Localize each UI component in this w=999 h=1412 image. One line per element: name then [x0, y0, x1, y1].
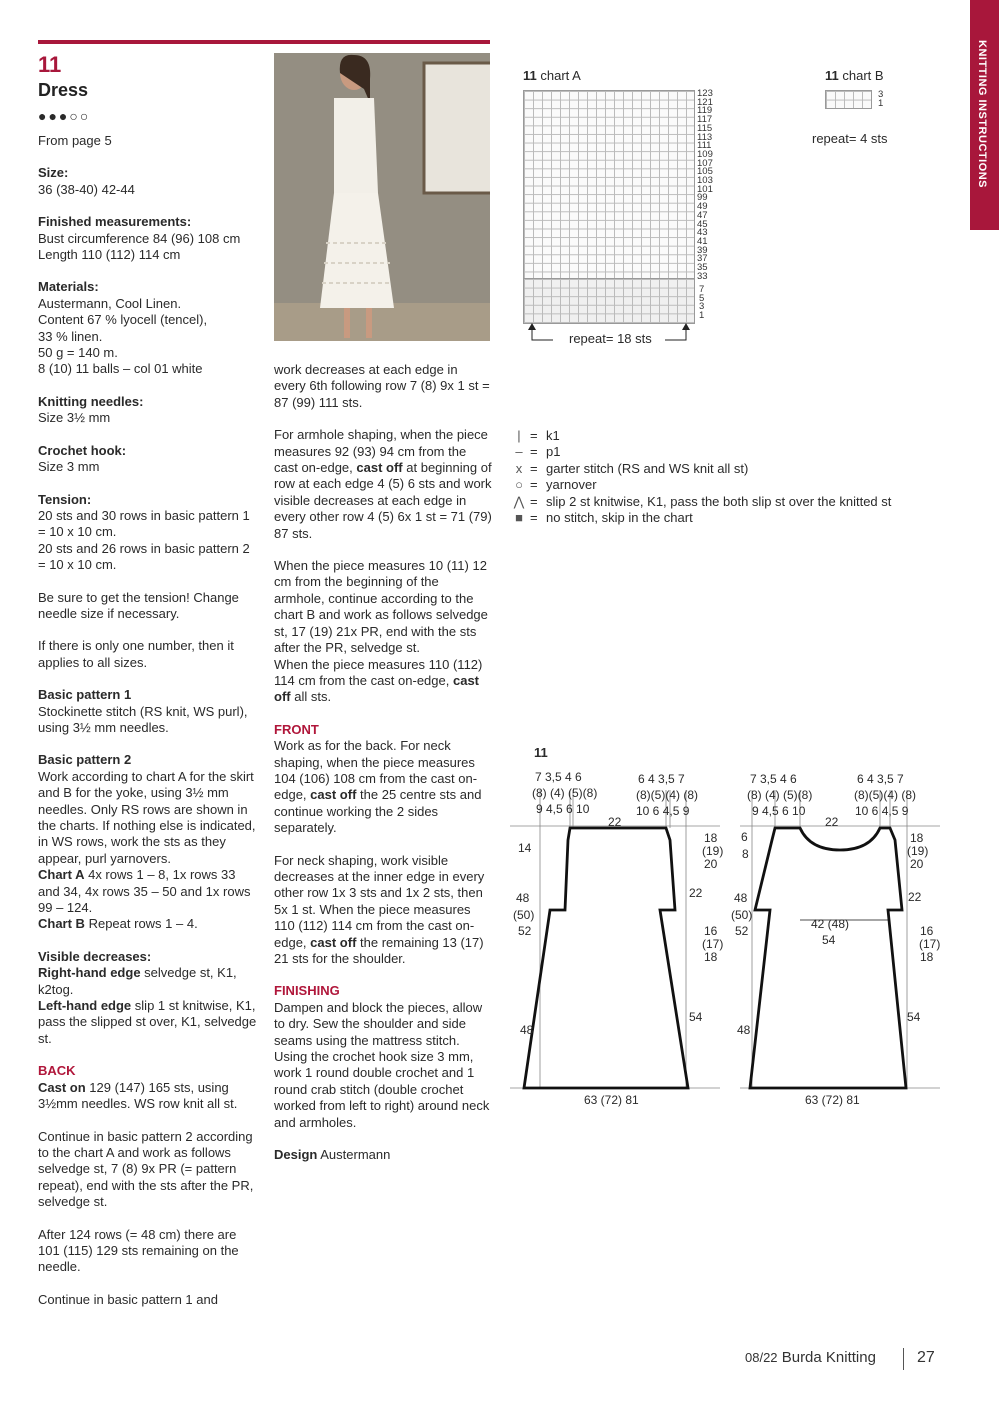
chart-row-number: 5	[699, 292, 705, 304]
front-heading: FRONT	[274, 721, 319, 737]
legend-symbol: –	[515, 444, 523, 460]
needles-value: Size 3½ mm	[38, 410, 111, 426]
schematic-label: (8)(5)(4) (8)	[854, 788, 916, 802]
chart-row-number: 7	[699, 284, 705, 295]
footer	[745, 1349, 876, 1366]
schematic-label: (50)	[513, 908, 535, 922]
chart-row-number: 49	[697, 201, 708, 213]
chart-row-number: 101	[697, 183, 713, 195]
schematic-label: (8) (4) (5)(8)	[532, 786, 598, 800]
hook-label: Crochet hook:	[38, 442, 127, 458]
materials-line: Austermann, Cool Linen.	[38, 295, 182, 311]
chart-row-number: 1	[699, 310, 705, 322]
schematic-number: 11	[534, 745, 548, 760]
cast-off-text: all sts.	[294, 689, 332, 705]
caston-text: 129 (147) 165 sts, using 3½mm needles. WS row knit all st.	[38, 1079, 238, 1112]
chart-row-number: 35	[697, 262, 708, 274]
schematic-label: 22	[908, 890, 922, 904]
schematic-label: (8) (4) (5)(8)	[747, 788, 813, 802]
cast-off-term: cast off	[356, 460, 403, 476]
rh-label: Right-hand edge	[38, 965, 141, 981]
from-page: From page 5	[38, 133, 112, 148]
section-tab	[970, 0, 999, 230]
schematic-label: 22	[825, 815, 839, 829]
chart-row-number: 105	[697, 166, 713, 178]
finished-label: Finished measurements:	[38, 214, 192, 230]
lh-text: slip 1 st knitwise, K1, pass the slipped st over, K1, selvedge st.	[38, 998, 257, 1046]
chart-b-title	[825, 68, 884, 83]
neck-text: For neck shaping, work visible decreases at the inner edge in every other row 1x 3 sts and 1x 2 sts, then 5x 1 st. When the piece measures 110 (112) 114 cm from the cast on-edge,	[274, 852, 485, 950]
schematic-label: 20	[704, 857, 718, 871]
schematic-label: 48	[737, 1023, 751, 1037]
schematic-label: (17)	[702, 937, 724, 951]
legend-symbol: ■	[515, 510, 523, 526]
schematic-label: (8)(5)(4) (8)	[636, 788, 698, 802]
schematic-label: 52	[518, 924, 532, 938]
chart-row-number: 1	[878, 97, 884, 109]
header-rule	[38, 40, 490, 44]
page-number: 27	[917, 1349, 935, 1366]
chart-b-instruction: When the piece measures 10 (11) 12 cm from the beginning of the armhole, continue according to the chart B and work as follows selvedge st, 17 (19) 21x PR, end with the sts after the PR, selvedge st.	[274, 558, 488, 656]
schematic-label: 20	[910, 857, 924, 871]
schematic-label: (17)	[919, 937, 941, 951]
schematic-label: 9 4,5 6 10	[536, 802, 590, 816]
chart-a-text: 4x rows 1 – 8, 1x rows 33 and 34, 4x rows 35 – 50 and 1x rows 99 – 124.	[38, 867, 251, 916]
tension-line: 20 sts and 30 rows in basic pattern 1 = 10 x 10 cm.	[38, 507, 250, 540]
chart-row-number: 47	[697, 209, 708, 221]
back-text: After 124 rows (= 48 cm) there are 101 (115) 129 sts remaining on the needle.	[38, 1226, 239, 1275]
materials-line: 50 g = 140 m.	[38, 345, 118, 361]
legend-equals: =	[530, 428, 538, 443]
armhole-text: at beginning of row at each edge 4 (5) 6 sts and work visible decreases at each edge in every other row 4 (5) 6x 1 st = 71 (79) 87 sts.	[274, 460, 492, 541]
tension-line: 20 sts and 26 rows in basic pattern 2 = 10 x 10 cm.	[38, 540, 250, 573]
back-text: work decreases at each edge in every 6th following row 7 (8) 9x 1 st = 87 (99) 111 sts.	[274, 362, 490, 410]
schematic-drawing	[510, 770, 970, 1110]
difficulty-rating: ●●●○○	[38, 108, 91, 124]
chart-a-label: Chart A	[38, 867, 85, 883]
bp2-label: Basic pattern 2	[38, 752, 132, 768]
finishing-heading: FINISHING	[274, 983, 340, 999]
schematic-label: 16	[920, 924, 934, 938]
designer: Austermann	[320, 1147, 391, 1163]
finished-length: Length 110 (112) 114 cm	[38, 247, 181, 263]
schematic-label: (50)	[731, 908, 753, 922]
cast-off-term: cast off	[310, 787, 357, 803]
chart-row-number: 107	[697, 157, 713, 169]
magazine-name: Burda Knitting	[781, 1349, 876, 1366]
legend-equals: =	[530, 444, 538, 460]
chart-row-number: 41	[697, 235, 708, 247]
legend-text: slip 2 st knitwise, K1, pass the both slip st over the knitted st	[546, 493, 892, 509]
tension-note: Be sure to get the tension! Change needle size if necessary.	[38, 589, 239, 621]
legend-text: garter stitch (RS and WS knit all st)	[546, 460, 749, 476]
legend-item	[508, 494, 891, 510]
chart-row-number: 109	[697, 148, 713, 160]
schematic-label: 48	[734, 891, 748, 905]
armhole-text: For armhole shaping, when the piece measures 92 (93) 94 cm from the cast on-edge,	[274, 427, 488, 476]
chart-row-number: 37	[697, 253, 708, 265]
chart-a-row-numbers	[697, 90, 713, 281]
back-text: Continue in basic pattern 1 and	[38, 1291, 218, 1307]
legend-item	[508, 444, 891, 460]
chart-b-label: Chart B	[38, 916, 85, 932]
sizes-note: If there is only one number, then it applies to all sizes.	[38, 638, 234, 670]
dress-photo	[274, 53, 490, 341]
schematic-label: 9 4,5 6 10	[752, 804, 806, 818]
legend-text: p1	[546, 444, 561, 460]
cast-off-term: cast off	[274, 672, 480, 705]
design-label: Design	[274, 1147, 318, 1163]
chart-row-number: 123	[697, 88, 713, 99]
schematic-label: 48	[520, 1023, 534, 1037]
lh-label: Left-hand edge	[38, 998, 132, 1014]
legend-text: yarnover	[546, 477, 597, 493]
materials-line: 8 (10) 11 balls – col 01 white	[38, 361, 203, 377]
schematic-label: 22	[608, 815, 622, 829]
bp2-text: Work according to chart A for the skirt and B for the yoke, using 3½ mm needles. Only RS rows are shown in the charts. If nothing else is indicated, in WS rows, work the sts as they appear, purl yarnovers.	[38, 768, 256, 866]
schematic-label: 54	[689, 1010, 703, 1024]
pattern-number: 11	[38, 52, 62, 77]
schematic-label: 42 (48)	[811, 917, 850, 931]
chart-legend	[508, 428, 891, 526]
needles-label: Knitting needles:	[38, 393, 144, 409]
schematic-label: 6	[741, 830, 748, 844]
chart-row-number: 3	[878, 89, 884, 100]
finishing-text: Dampen and block the pieces, allow to dry. Sew the shoulder and side seams using the mattress stitch. Using the crochet hook size 3 mm, work 1 round double crochet and 1 round crab stitch (double crochet worked from left to right) around neck and armholes.	[274, 999, 490, 1130]
schematic-label: 7 3,5 4 6	[750, 772, 797, 786]
chart-b-grid	[825, 90, 872, 109]
schematic-label: 8	[742, 847, 749, 861]
schematic-label: 10 6 4,5 9	[636, 804, 690, 818]
schematic-label: 54	[907, 1010, 921, 1024]
cast-off-term: cast off	[310, 934, 357, 950]
footer-divider	[903, 1348, 904, 1370]
chart-a-title	[523, 68, 581, 83]
materials-line: Content 67 % lyocell (tencel),	[38, 312, 208, 328]
chart-row-number: 3	[699, 301, 705, 313]
vd-label: Visible decreases:	[38, 948, 152, 964]
legend-item	[508, 461, 891, 477]
chart-row-number: 115	[697, 122, 713, 134]
schematic-label: 14	[518, 841, 532, 855]
chart-row-number: 113	[697, 131, 713, 143]
issue-date: 08/22	[745, 1350, 778, 1365]
chart-row-number: 121	[697, 96, 713, 108]
schematic-label: 18	[920, 950, 934, 964]
schematic-label: 63 (72) 81	[805, 1093, 860, 1107]
chart-row-number: 39	[697, 244, 708, 256]
legend-text: k1	[546, 428, 560, 443]
legend-item	[508, 428, 891, 444]
column-1	[38, 133, 260, 1324]
chart-b-text: Repeat rows 1 – 4.	[88, 916, 198, 932]
front-text: Work as for the back. For neck shaping, when the piece measures 104 (106) 108 cm from the cast on-edge,	[274, 738, 478, 803]
chart-a-grid-top	[523, 90, 695, 284]
chart-b-repeat: repeat= 4 sts	[812, 131, 888, 146]
schematic-label: 22	[689, 886, 703, 900]
chart-b-row-numbers	[878, 91, 883, 108]
chart-b-name: chart B	[842, 68, 884, 83]
finished-bust: Bust circumference 84 (96) 108 cm	[38, 230, 241, 246]
legend-symbol: x	[515, 460, 523, 476]
schematic-label: 18	[704, 950, 718, 964]
materials-label: Materials:	[38, 279, 99, 295]
chart-row-number: 43	[697, 227, 708, 239]
legend-equals: =	[530, 493, 538, 509]
schematic-label: 6 4 3,5 7	[857, 772, 904, 786]
schematic-label: 6 4 3,5 7	[638, 772, 685, 786]
chart-row-number: 119	[697, 105, 713, 117]
neck-text: the remaining 13 (17) 21 sts for the shoulder.	[274, 934, 484, 966]
caston-label: Cast on	[38, 1079, 86, 1095]
chart-a-number: 11	[523, 68, 537, 83]
chart-row-number: 111	[697, 140, 712, 152]
size-label: Size:	[38, 165, 69, 181]
size-value: 36 (38-40) 42-44	[38, 181, 135, 197]
chart-row-number: 117	[697, 114, 713, 126]
legend-item	[508, 477, 891, 493]
bp1-label: Basic pattern 1	[38, 687, 132, 703]
materials-line: 33 % linen.	[38, 328, 103, 344]
chart-row-number: 45	[697, 218, 708, 230]
schematic-label: 18	[704, 831, 718, 845]
schematic-label: 16	[704, 924, 718, 938]
legend-equals: =	[530, 460, 538, 476]
chart-b-number: 11	[825, 68, 839, 83]
legend-symbol: |	[517, 428, 521, 443]
chart-a-grid-bottom	[523, 278, 695, 324]
rh-text: selvedge st, K1, k2tog.	[38, 965, 237, 997]
schematic-label: 18	[910, 831, 924, 845]
chart-row-number: 103	[697, 175, 713, 187]
schematic-label: 63 (72) 81	[584, 1093, 639, 1107]
column-2	[274, 362, 492, 1179]
chart-a-repeat: repeat= 18 sts	[569, 331, 652, 346]
tension-label: Tension:	[38, 491, 92, 507]
legend-symbol: ⋀	[513, 493, 525, 509]
legend-text: no stitch, skip in the chart	[546, 510, 693, 526]
chart-row-number: 99	[697, 192, 708, 204]
schematic-label: 48	[516, 891, 530, 905]
bp1-text: Stockinette stitch (RS knit, WS purl), using 3½ mm needles.	[38, 703, 248, 735]
chart-a-row-numbers	[699, 286, 704, 321]
cast-off-text: When the piece measures 110 (112) 114 cm from the cast on-edge,	[274, 656, 483, 688]
legend-symbol: ○	[515, 477, 523, 493]
back-text: Continue in basic pattern 2 according to the chart A and work as follows selvedge st, 7 (8) 9x PR (= pattern repeat), end with the sts after the PR, selvedge st.	[38, 1128, 254, 1210]
legend-item	[508, 510, 891, 526]
page-title: Dress	[38, 80, 89, 100]
schematic-label: 7 3,5 4 6	[535, 770, 582, 784]
schematic-label: 54	[822, 933, 836, 947]
section-tab-label: KNITTING INSTRUCTIONS	[976, 40, 988, 188]
front-text: the 25 centre sts and continue working the 2 sides separately.	[274, 787, 482, 836]
schematic-label: (19)	[702, 844, 724, 858]
hook-value: Size 3 mm	[38, 459, 100, 475]
schematic-label: 10 6 4,5 9	[855, 804, 909, 818]
legend-equals: =	[530, 477, 538, 493]
chart-a-name: chart A	[540, 68, 581, 83]
back-heading: BACK	[38, 1063, 76, 1079]
legend-equals: =	[530, 510, 538, 526]
schematic-label: 52	[735, 924, 749, 938]
schematic-label: (19)	[907, 844, 929, 858]
chart-row-number: 33	[697, 270, 708, 282]
